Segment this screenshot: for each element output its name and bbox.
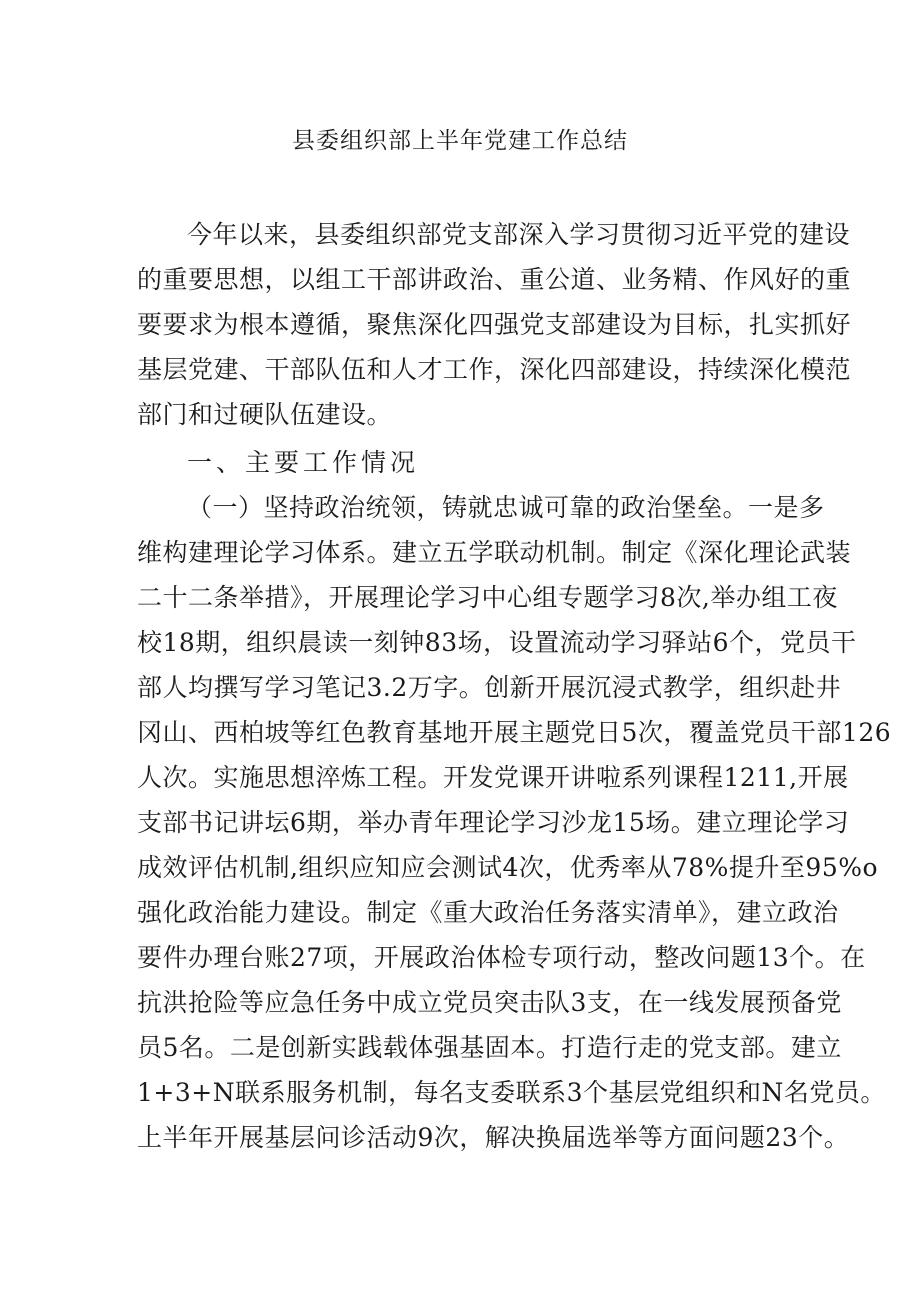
- body-line: 成效评估机制,组织应知应会测试4次，优秀率从78%提升至95%o: [137, 853, 879, 882]
- body-line: 强化政治能力建设。制定《重大政治任务落实清单》，建立政治: [137, 898, 839, 927]
- body-line: 部人均撰写学习笔记3.2万字。创新开展沉浸式教学，组织赴井: [137, 673, 842, 702]
- body-line: 1+3+N联系服务机制，每名支委联系3个基层党组织和N名党员。: [137, 1078, 886, 1107]
- intro-line: 要要求为根本遵循，聚焦深化四强党支部建设为目标，扎实抓好: [137, 310, 852, 339]
- body-line: 要件办理台账27项，开展政治体检专项行动，整改问题13个。在: [137, 943, 866, 972]
- intro-line: 今年以来，县委组织部党支部深入学习贯彻习近平党的建设: [187, 220, 851, 249]
- body-line: 校18期，组织晨读一刻钟83场，设置流动学习驿站6个，党员干: [137, 628, 857, 657]
- body-line: 二十二条举措》，开展理论学习中心组专题学习8次,举办组工夜: [137, 583, 838, 612]
- body-line: 人次。实施思想淬炼工程。开发党课开讲啦系列课程1211,开展: [137, 763, 849, 792]
- section-heading: 一、主要工作情况: [187, 448, 420, 477]
- body-line: （一）坚持政治统领，铸就忠诚可靠的政治堡垒。一是多: [187, 493, 825, 522]
- body-line: 员5名。二是创新实践载体强基固本。打造行走的党支部。建立: [137, 1033, 842, 1062]
- body-line: 支部书记讲坛6期，举办青年理论学习沙龙15场。建立理论学习: [137, 808, 850, 837]
- intro-line: 部门和过硬队伍建设。: [137, 400, 393, 429]
- body-line: 冈山、西柏坡等红色教育基地开展主题党日5次，覆盖党员干部126: [137, 718, 892, 747]
- intro-line: 基层党建、干部队伍和人才工作，深化四部建设，持续深化模范: [137, 355, 852, 384]
- body-line: 上半年开展基层问诊活动9次，解决换届选举等方面问题23个。: [137, 1123, 850, 1152]
- document-title: 县委组织部上半年党建工作总结: [292, 128, 628, 154]
- intro-line: 的重要思想，以组工干部讲政治、重公道、业务精、作风好的重: [137, 265, 852, 294]
- body-line: 抗洪抢险等应急任务中成立党员突击队3支，在一线发展预备党: [137, 988, 842, 1017]
- body-line: 维构建理论学习体系。建立五学联动机制。制定《深化理论武装: [137, 538, 852, 567]
